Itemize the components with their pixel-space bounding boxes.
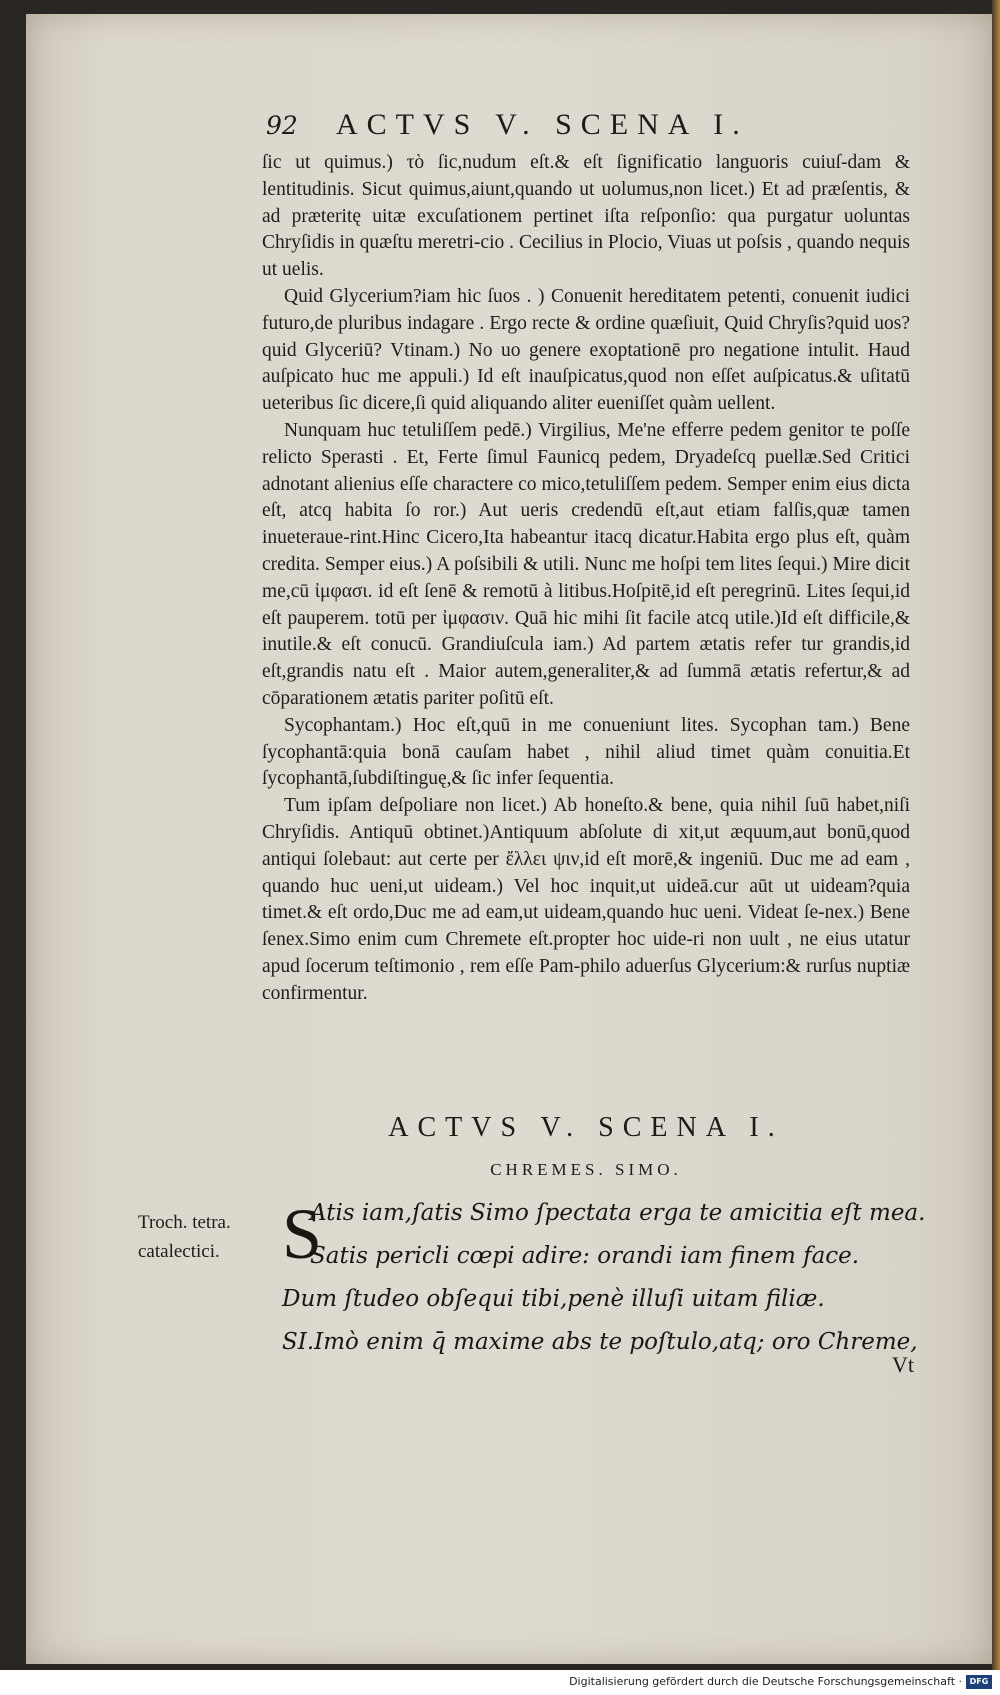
footer-bar (0, 1670, 1000, 1695)
margin-note (138, 1208, 268, 1266)
commentary-paragraph: Quid Glycerium?iam hic ſuos . ) Conuenit hereditatem petenti, conuenit iudici futuro,de pluribus indagare . Ergo recte & ordine quæſiuit, Quid Chryſis?quid uos?quid Glyceriū? Vtinam.) No uo genere exoptationē pro negatione intulit. Haud auſpicato huc me appuli.) Id eſt inauſpicatus,quod non eſſet auſpicatus.& uſitatū ueteribus ſic dicere,ſi quid aliquando aliter eueniſſet quàm uellent. (262, 285, 910, 415)
page-header (266, 108, 946, 142)
footer-credit: Digitalisierung gefördert durch die Deutsche Forschungsgemeinschaft · (569, 1675, 962, 1688)
verse-block (282, 1192, 932, 1364)
dfg-logo-icon: DFG (966, 1675, 992, 1689)
commentary-paragraph: Nunquam huc tetuliſſem pedē.) Virgilius, Me'ne efferre pedem genitor te poſſe relicto Sperasti . Et, Ferte ſimul Faunicq pedem, Dryadeſcq puellæ.Sed Critici adnotant alienius eſſe charactere co mico,tetuliſſem pedem. Semper enim eius dicta eſt, atcq habita ſo ror.) Aut ueris credendū eſt,aut etiam falſis,quæ tamen inueteraue-rint.Hinc Cicero,Ita habeantur itacq dicatur.Habita ergo plus eſt, quàm credita. Semper eius.) A poſsibili & utili. Nunc me hoſpi tem lites ſequi.) Mire dicit me,cū ἰμφασι. id eſt ſenē & remotū à litibus.Hoſpitē,id eſt peregrinū. Lites ſequi,id eſt pauperem. totū per ἰμφασιν. Quā hic mihi ſit facile atcq utile.)Id eſt difficile,& inutile.& eſt conucū. Grandiuſcula iam.) Ad partem ætatis refer tur grandis,id eſt,grandis natu eſt . Maior autem,generaliter,& ad ſummā ætatis refertur,& ad cōparationem ætatis pariter poſitū eſt. (262, 419, 910, 709)
commentary-paragraph: Sycophantam.) Hoc eſt,quū in me conueniunt lites. Sycophan tam.) Bene ſycophantā:quia bonā cauſam habet , nihil aliud timet quàm conuitia.Et ſycophantā,ſubdiſtinguę,& ſic infer ſequentia. (262, 714, 910, 790)
page-number: 92 (266, 111, 298, 140)
verse-line: SI.Imò enim q̄ maxime abs te poſtulo,atq; oro Chreme, (282, 1329, 918, 1355)
commentary-text (262, 150, 910, 1008)
verse-line: Satis pericli cœpi adire: orandi iam finem face. (310, 1243, 860, 1269)
scene-speakers: CHREMES. SIMO. (490, 1160, 682, 1179)
verse-line: Atis iam,ſatis Simo ſpectata erga te amicitia eſt mea. (310, 1200, 926, 1226)
running-title: ACTVS V. SCENA I. (336, 108, 749, 141)
drop-initial: S (282, 1194, 323, 1274)
verse-line: Dum ſtudeo obſequi tibi,penè illuſi uitam filiæ. (282, 1286, 825, 1312)
scene-title: ACTVS V. SCENA I. (388, 1112, 784, 1143)
commentary-paragraph: ſic ut quimus.) τὸ ſic,nudum eſt.& eſt ſignificatio languoris cuiuſ-dam & lentitudinis. Sicut quimus,aiunt,quando ut uolumus,non licet.) Et ad præſentis, & ad præteritę uitæ excuſationem pertinet iſta reſponſio: qua purgatur uoluntas Chryſidis in quæſtu meretri-cio . Cecilius in Plocio, Viuas ut poſsis , quando nequis ut uelis. (262, 152, 910, 281)
margin-note-line: Troch. tetra. (138, 1212, 231, 1233)
commentary-paragraph: Tum ipſam deſpoliare non licet.) Ab honeſto.& bene, quia nihil ſuū habet,niſi Chryſidis. Antiquū obtinet.)Antiquum abſolute di xit,ut æquum,aut bonū,quod antiqui ſolebaut: aut certe per ἔλλει ψιν,id eſt morē,& ingeniū. Duc me ad eam , quando huc ueni,ut uideam.) Vel hoc inquit,ut uideā.cur aūt ut uideam?quia timet.& eſt ordo,Duc me ad eam,ut uideam,quando huc ueni. Videat ſe-nex.) Bene ſenex.Simo enim cum Chremete eſt.propter hoc uide-ri non uult , ne eius utatur apud ſocerum teſtimonio , rem eſſe Pam-philo aduerſus Glycerium:& rurſus nuptiæ confirmentur. (262, 795, 910, 1004)
book-spine-edge (992, 0, 1000, 1695)
margin-note-line: catalectici. (138, 1241, 220, 1262)
catchword: Vt (892, 1352, 914, 1377)
